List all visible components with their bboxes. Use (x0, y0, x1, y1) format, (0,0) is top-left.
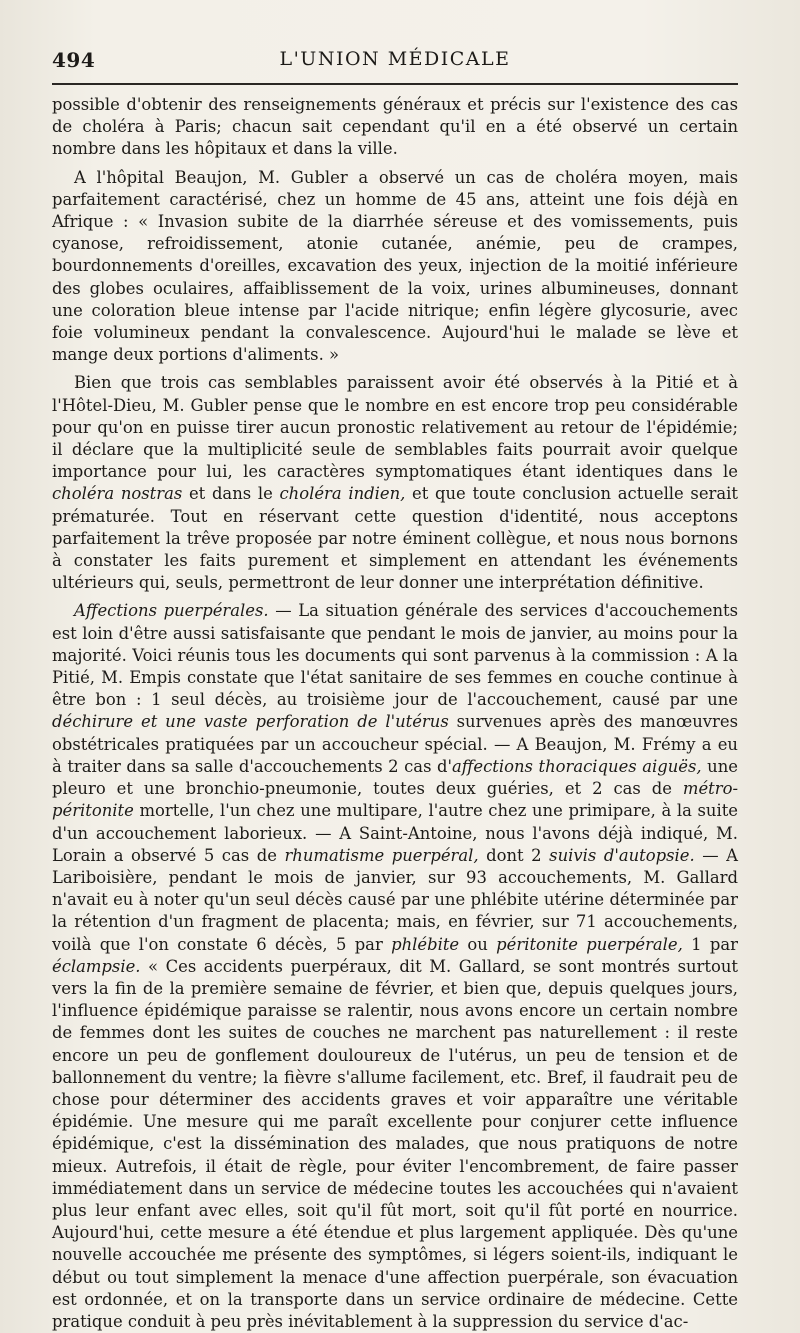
italic-segment: métro-péritonite (52, 779, 738, 821)
text-segment: et dans le (182, 484, 280, 504)
text-segment: mortelle, l'un chez une multipare, l'autre chez une primipare, à la suite d'un accouchement laborieux. — A Saint-Antoine, nous l'avons déjà indiqué, M. Lorain a observé 5 cas de (52, 801, 738, 865)
body-text (52, 94, 738, 1333)
paragraph (52, 600, 738, 1333)
text-segment: survenues après des manœuvres obstétricales pratiquées par un accoucheur spécial. — A Beaujon, M. Frémy a eu à traiter dans sa salle d'accouchements 2 cas d' (52, 712, 738, 776)
text-segment: et que toute conclusion actuelle serait prématurée. Tout en réservant cette question d'identité, nous acceptons parfaitement la trêve proposée par notre éminent collègue, et nous nous bornons à constater les faits purement et simplement en attendant les événements ultérieurs qui, seuls, permettront de leur donner une interprétation définitive. (52, 484, 738, 593)
italic-segment: affections thoraciques aiguës, (452, 756, 702, 776)
italic-segment: phlébite (391, 934, 460, 954)
italic-segment: choléra indien, (279, 484, 406, 504)
text-segment: « Ces accidents puerpéraux, dit M. Gallard, se sont montrés surtout vers la fin de la première semaine de février, et bien que, depuis quelques jours, l'influence épidémique paraisse se ralentir, nous avons encore un certain nombre de femmes dont les suites de couches ne marchent pas naturellement : il reste encore un peu de gonflement douloureux de l'utérus, un peu de tension et de ballonnement du ventre; la fièvre s'allume facilement, etc. Bref, il faudrait peu de chose pour déterminer des accidents graves et voir apparaître une véritable épidémie. Une mesure qui me paraît excellente pour conjurer cette influence épidémique, c'est la dissémination des malades, que nous pratiquons de notre mieux. Autrefois, il était de règle, pour éviter l'encombrement, de faire passer immédiatement dans un service de médecine toutes les accouchées qui n'avaient plus leur enfant avec elles, soit qu'il fût mort, soit qu'il fût porté en nourrice. Aujourd'hui, cette mesure a été étendue et plus largement appliquée. Dès qu'une nouvelle accouchée me présente des symptômes, si légers soient-ils, indiquant le début ou tout simplement la menace d'une affection puerpérale, son évacuation est ordonnée, et on la transporte dans un service ordinaire de médecine. Cette pratique conduit à peu près inévitablement à la suppression du service d'ac- (52, 956, 738, 1331)
text-segment: A l'hôpital Beaujon, M. Gubler a observé un cas de choléra moyen, mais parfaitement caractérisé, chez un homme de 45 ans, atteint une fois déjà en Afrique : « Invasion subite de la diarrhée séreuse et des vomissements, puis cyanose, refroidissement, atonie cutanée, anémie, peu de crampes, bourdonnements d'oreilles, excavation des yeux, injection de la moitié inférieure des globes oculaires, affaiblissement de la voix, urines albumineuses, donnant une coloration bleue intense par l'acide nitrique; enfin légère glycosurie, avec foie volumineux pendant la convalescence. Aujourd'hui le malade se lève et mange deux portions d'aliments. » (52, 167, 738, 365)
text-segment: Bien que trois cas semblables paraissent avoir été observés à la Pitié et à l'Hôtel-Dieu, M. Gubler pense que le nombre en est encore trop peu considérable pour qu'on en puisse tirer aucun pronostic relativement au retour de l'épidémie; il déclare que la multiplicité seule de semblables faits pourrait avoir quelque importance pour lui, les caractères symptomatiques étant identiques dans le (52, 373, 738, 482)
running-title: L'UNION MÉDICALE (279, 48, 511, 70)
text-segment: — La situation générale des services d'accouchements est loin d'être aussi satisfaisante que pendant le mois de janvier, au moins pour la majorité. Voici réunis tous les documents qui sont parvenus à la commission : A la Pitié, M. Empis constate que l'état sanitaire de ses femmes en couche continue à être bon : 1 seul décès, au troisième jour de l'accouchement, causé par une (52, 601, 738, 710)
paragraph (52, 372, 738, 594)
text-segment: possible d'obtenir des renseignements généraux et précis sur l'existence des cas de choléra à Paris; chacun sait cependant qu'il en a été observé un certain nombre dans les hôpitaux et dans la ville. (52, 95, 738, 159)
text-segment: une pleuro et une bronchio-pneumonie, toutes deux guéries, et 2 cas de (52, 756, 738, 799)
text-segment: dont 2 (478, 845, 550, 865)
italic-segment: suivis d'autopsie. (549, 845, 695, 865)
italic-segment: Affections puerpérales. (74, 601, 269, 621)
text-segment: 1 par (682, 934, 738, 954)
header-rule (52, 83, 738, 85)
italic-segment: choléra nostras (52, 484, 183, 504)
italic-segment: péritonite puerpérale, (496, 934, 683, 954)
italic-segment: éclampsie. (52, 956, 141, 976)
italic-segment: déchirure et une vaste perforation de l'utérus (52, 712, 449, 732)
paragraph (52, 94, 738, 161)
italic-segment: rhumatisme puerpéral, (284, 845, 479, 865)
page-number: 494 (52, 48, 96, 72)
paragraph (52, 167, 738, 367)
page-header (52, 48, 738, 78)
text-segment: ou (459, 934, 497, 954)
text-segment: — A Lariboisière, pendant le mois de janvier, sur 93 accouchements, M. Gallard n'avait eu à noter qu'un seul décès causé par une phlébite utérine déterminée par la rétention d'un fragment de placenta; mais, en février, sur 71 accouchements, voilà que l'on constate 6 décès, 5 par (52, 845, 738, 954)
